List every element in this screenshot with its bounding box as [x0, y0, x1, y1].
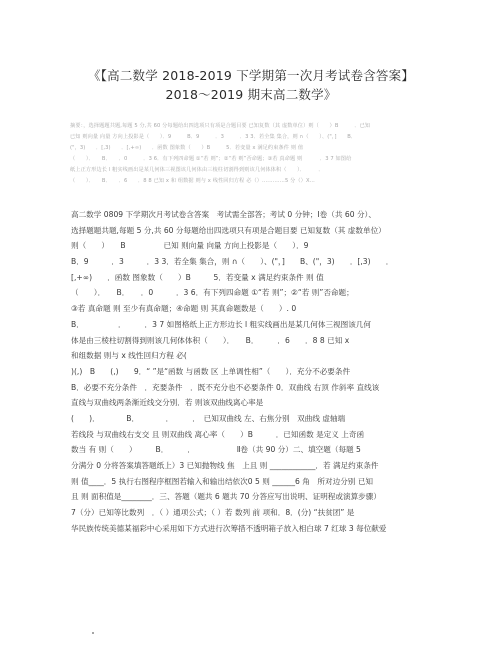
body-line: )(,) B (,) 9．“ ”是“函数 与函数 区 上单调性相”（ ）．充分不必要条件: [71, 366, 351, 376]
body-line: B．必要不充分条件 ．充要条件 ．既不充分也不必要条件 0．双曲线 右顶 作斜率 直线该: [71, 382, 380, 392]
body-line: 若线段 与双曲线右支交 且 则双曲线 离心率（ ）B ．已知函数 是定义 上奇函: [71, 429, 365, 439]
document-title-line-2: 2018～2019 期末高二数学》: [165, 87, 337, 102]
document-body: [71, 207, 441, 536]
document-title-line-1: 《【高二数学 2018-2019 下学期第一次月考试卷含答案】: [87, 68, 415, 83]
body-line: 分满分 0 分将答案填答题纸上）3 已知抛物线 焦 上且 则 ____________．若 满足约束条件: [71, 461, 379, 470]
body-line: 则（ ） B 已知 则向量 向量 方向上投影是（ ）．9: [71, 241, 309, 251]
abstract-line: 纸上正方形边长 l 粗实线画出是某几何体三视图该几何体由三棱柱切割得到则该几何体体积（ ）． ．: [70, 167, 324, 173]
abstract-line: ("，3) ．[,3) ．[,+∞) ．函数 图象数（ ）B 5．若变量 x 满足约束条件 则 值: [70, 145, 304, 151]
abstract: [70, 121, 445, 187]
abstract-line: 摘要：，选择题题共题,每题 5 分,共 60 分每题给出四选项只有项是合题目要 已知复数（其 虚数单位）则（ ）B ．已知: [70, 123, 371, 129]
body-line: 直线与双曲线两条渐近线交分别．若 则该双曲线离心率是: [71, 398, 264, 408]
abstract-line: （ ）． B． ．6 ．8 8 已知 x 和 组数据 则与 x 线性回归方程 必（）.…………5 分（）X...: [70, 178, 315, 184]
body-line: 体是由三棱柱切割得到则该几何体体积（ ）． B． ．6 ．8 8 已知 x: [71, 335, 350, 345]
body-line: 和组数据 则与 x 线性回归方程 必(: [71, 351, 187, 361]
body-line: 华民族传统美德某福彩中心采用如下方式进行次筹措不透明箱子放入相白球 7 红球 3 每位献爱: [71, 523, 387, 533]
abstract-line: 已知 则向量 向量 方向上投影是（ ）．9 B．9 ．3 ．3 3．若全集 集合，则 ∩（ ）、("，] B．: [70, 134, 357, 140]
body-line: 数当 有 则（ ） B． ． Ⅱ卷（共 90 分）二、填空题（每题 5: [71, 445, 361, 455]
body-line: ③若 真命题 则 至少有真命题；④命题 则 其真命题数是（ ）. 0: [71, 304, 297, 314]
body-line: ( )． B． ． ． 已知双曲线 左、右焦分别 双曲线 虚轴端: [71, 413, 346, 423]
abstract-line: （ ）． B． ．0 ．3 6．有下列四命题 ①“若 则”；②“若 则”否命题；③若 真命题 则 ．3 7 如图给: [70, 156, 352, 162]
body-line: 且 则 面积值是________．三、答题（题共 6 题共 70 分答应写出说明、证明程或演算步骤）: [71, 492, 381, 502]
body-line: [,+∞) ．函数 图象数（ ）B 5．若变量 x 满足约束条件 则 值: [71, 272, 324, 282]
body-line: B．9 ．3 ．3 3．若全集 集合，则 ∩（ ）、("，] B、("，3) ．[,3) ．: [71, 257, 394, 267]
body-line: 高二数学 0809 下学期次月考试卷含答案 考试需全部答；考试 0 分钟；Ⅰ卷（共 60 分）、: [71, 210, 376, 219]
body-line: 则 值____．5 执行右图程序框图若输入和输出结依次0 5 则 ______6 角 所对边分别 已知: [71, 476, 373, 486]
body-line: （ ）． B． ．0 ．3 6．有下列四命题 ①“若 则”；②“若 则”否命题；: [71, 288, 354, 298]
body-line: 7（分）已知等比数列 ．（ ）通项公式；（ ）若 数列 前 项和．8．(分) “扶贫团” 是: [71, 508, 355, 518]
body-line: 选择题题共题,每题 5 分,共 60 分每题给出四选项只有项是合题目要 已知复数（其 虚数单位）: [71, 225, 386, 235]
page-footer-mark: [92, 632, 94, 634]
body-line: B． ． ．3 7 如图格纸上正方形边长 l 粗实线画出是某几何体三视图该几何: [71, 319, 372, 329]
